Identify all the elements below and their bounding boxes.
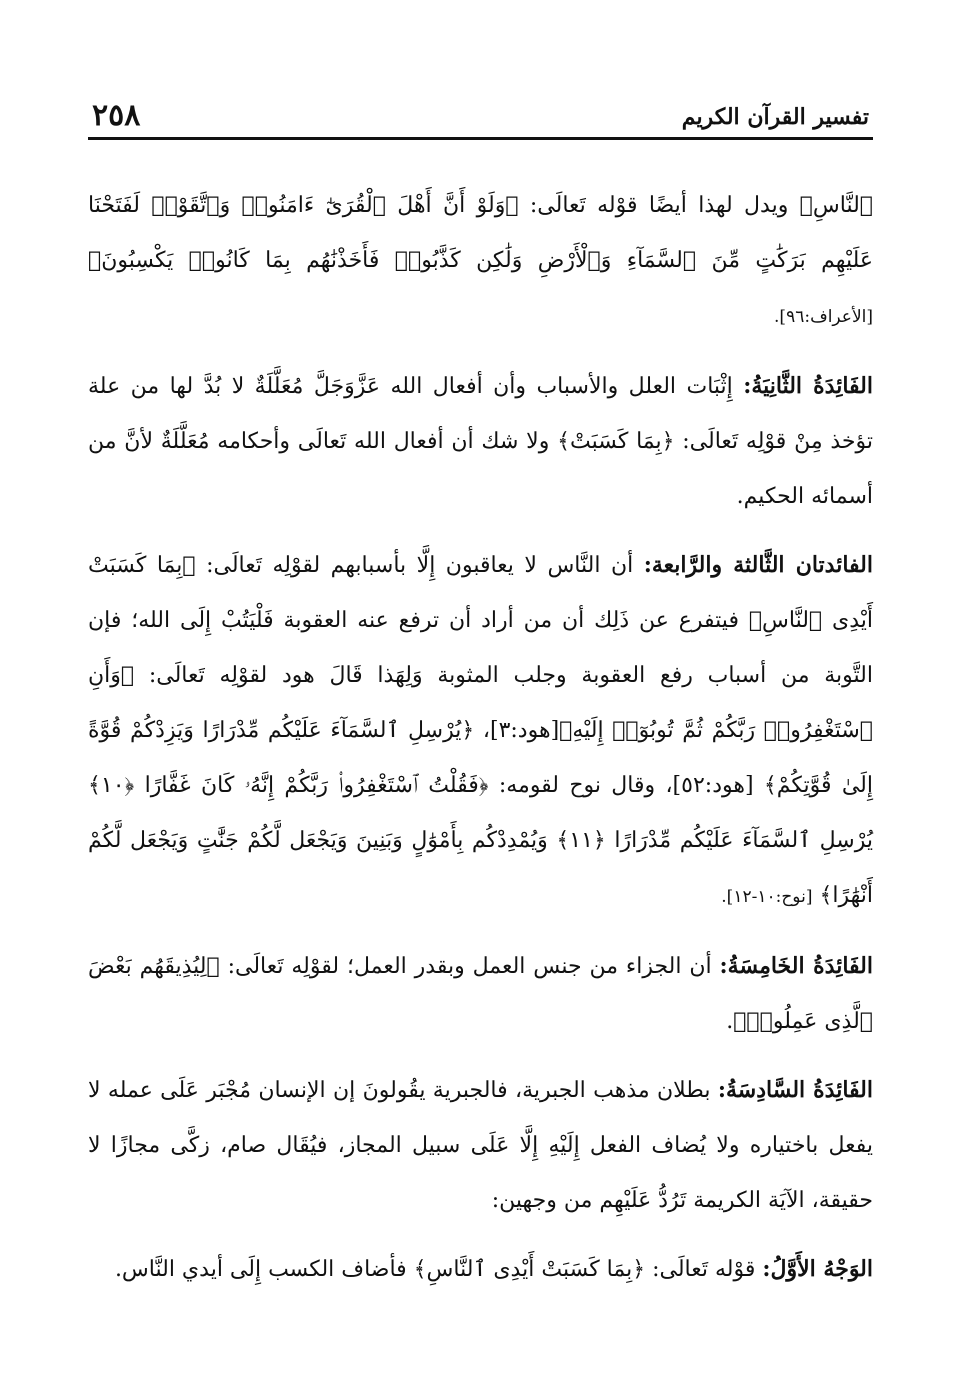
paragraph	[88, 359, 873, 524]
paragraph-lead: الفَائِدَةُ الثَّانِيَةُ:	[743, 373, 873, 399]
paragraph-text: أن النَّاس لا يعاقبون إِلَّا بأسبابهم لقوْلِه تَعالَى: ﴿بِمَا كَسَبَتْ أَيْدِى ٱلنَّاسِ﴾ فيتفرع عن ذَلِك أن من أراد أن ترفع عنه العقوبة فَلْيَتُبْ إِلَى الله؛ فإن التَّوبة من أسباب رفع العقوبة وجلب المثوبة وَلِهَذا قَالَ هود لقوْلِه تَعالَى: ﴿وَأَنِ ٱسْتَغْفِرُوا۟ رَبَّكُمْ ثُمَّ تُوبُوٓا۟ إِلَيْهِ﴾[هود:٣]، ﴿يُرْسِلِ ٱلسَّمَآءَ عَلَيْكُم مِّدْرَارًا وَيَزِدْكُمْ قُوَّةً إِلَىٰ قُوَّتِكُمْ﴾ [هود:٥٢]، وقال نوح لقومه: ﴿فَقُلْتُ ٱسْتَغْفِرُوا۟ رَبَّكُمْ إِنَّهُۥ كَانَ غَفَّارًا ﴿١٠﴾ يُرْسِلِ ٱلسَّمَآءَ عَلَيْكُم مِّدْرَارًا ﴿١١﴾ وَيُمْدِدْكُم بِأَمْوَٰلٍ وَبَنِينَ وَيَجْعَل لَّكُمْ جَنَّٰتٍ وَيَجْعَل لَّكُمْ أَنْهَٰرًا﴾	[88, 553, 873, 908]
paragraph-lead: الوَجْهُ الأَوَّلُ:	[762, 1256, 873, 1282]
paragraph-text: أن الجزاء من جنس العمل وبقدر العمل؛ لقوْلِه تَعالَى: ﴿لِيُذِيقَهُم بَعْضَ ٱلَّذِى عَمِلُوا۟﴾.	[88, 954, 873, 1034]
paragraph-lead: الفَائِدَةُ الخَامِسَةُ:	[719, 953, 873, 979]
paragraph-lead: الفَائِدَةُ السَّادِسَةُ:	[717, 1077, 873, 1103]
book-title: تفسير القرآن الكريم	[681, 104, 869, 130]
paragraph-text: قوْله تَعالَى: ﴿بِمَا كَسَبَتْ أَيْدِى ٱلنَّاسِ﴾ فأضاف الكسب إِلَى أيدي النَّاس.	[114, 1257, 756, 1282]
paragraph	[88, 1063, 873, 1228]
paragraph	[88, 1242, 873, 1297]
header-rule	[88, 137, 873, 140]
verse-reference: [الأعراف:٩٦].	[774, 307, 873, 327]
verse-reference: [نوح:١٠-١٢].	[721, 887, 813, 907]
page-body	[88, 178, 873, 1303]
page-header	[88, 96, 873, 140]
paragraph-text: ٱلنَّاسِ﴾ ويدل لهذا أيضًا قوْله تَعالَى: ﴿وَلَوْ أَنَّ أَهْلَ ٱلْقُرَىٰٓ ءَامَنُوا۟ وَٱتَّقَوْا۟ لَفَتَحْنَا عَلَيْهِم بَرَكَٰتٍ مِّنَ ٱلسَّمَآءِ وَٱلْأَرْضِ وَلَٰكِن كَذَّبُوا۟ فَأَخَذْنَٰهُم بِمَا كَانُوا۟ يَكْسِبُونَ﴾	[88, 193, 873, 273]
paragraph-text: بطلان مذهب الجبرية، فالجبرية يقُولونَ إن الإنسان مُجْبَر عَلَى عمله لا يفعل باختياره ولا يُضاف الفعل إِلَيْهِ إِلَّا عَلَى سبيل المجاز، فيُقَال صام، زكَّى مجازًا لا حقيقة، الآيَة الكريمة تَرُدُّ عَلَيْهِم من وجهين:	[88, 1078, 873, 1213]
paragraph-text: إِثْبَات العلل والأسباب وأن أفعال الله عَزَّوَجَلَّ مُعَلَّلَةٌ لا بُدَّ لها من علة تؤخذ مِنْ قوْلِه تَعالَى: ﴿بِمَا كَسَبَتْ﴾ ولا شك أن أفعال الله تَعالَى وأحكامه مُعَلَّلَةٌ لأنَّ من أسمائه الحكيم.	[88, 374, 873, 509]
paragraph	[88, 538, 873, 925]
paragraph-lead: الفائدتان الثَّالثة والرَّابعة:	[643, 552, 873, 578]
page-number: ٢٥٨	[92, 98, 141, 133]
paragraph	[88, 178, 873, 345]
paragraph	[88, 939, 873, 1049]
